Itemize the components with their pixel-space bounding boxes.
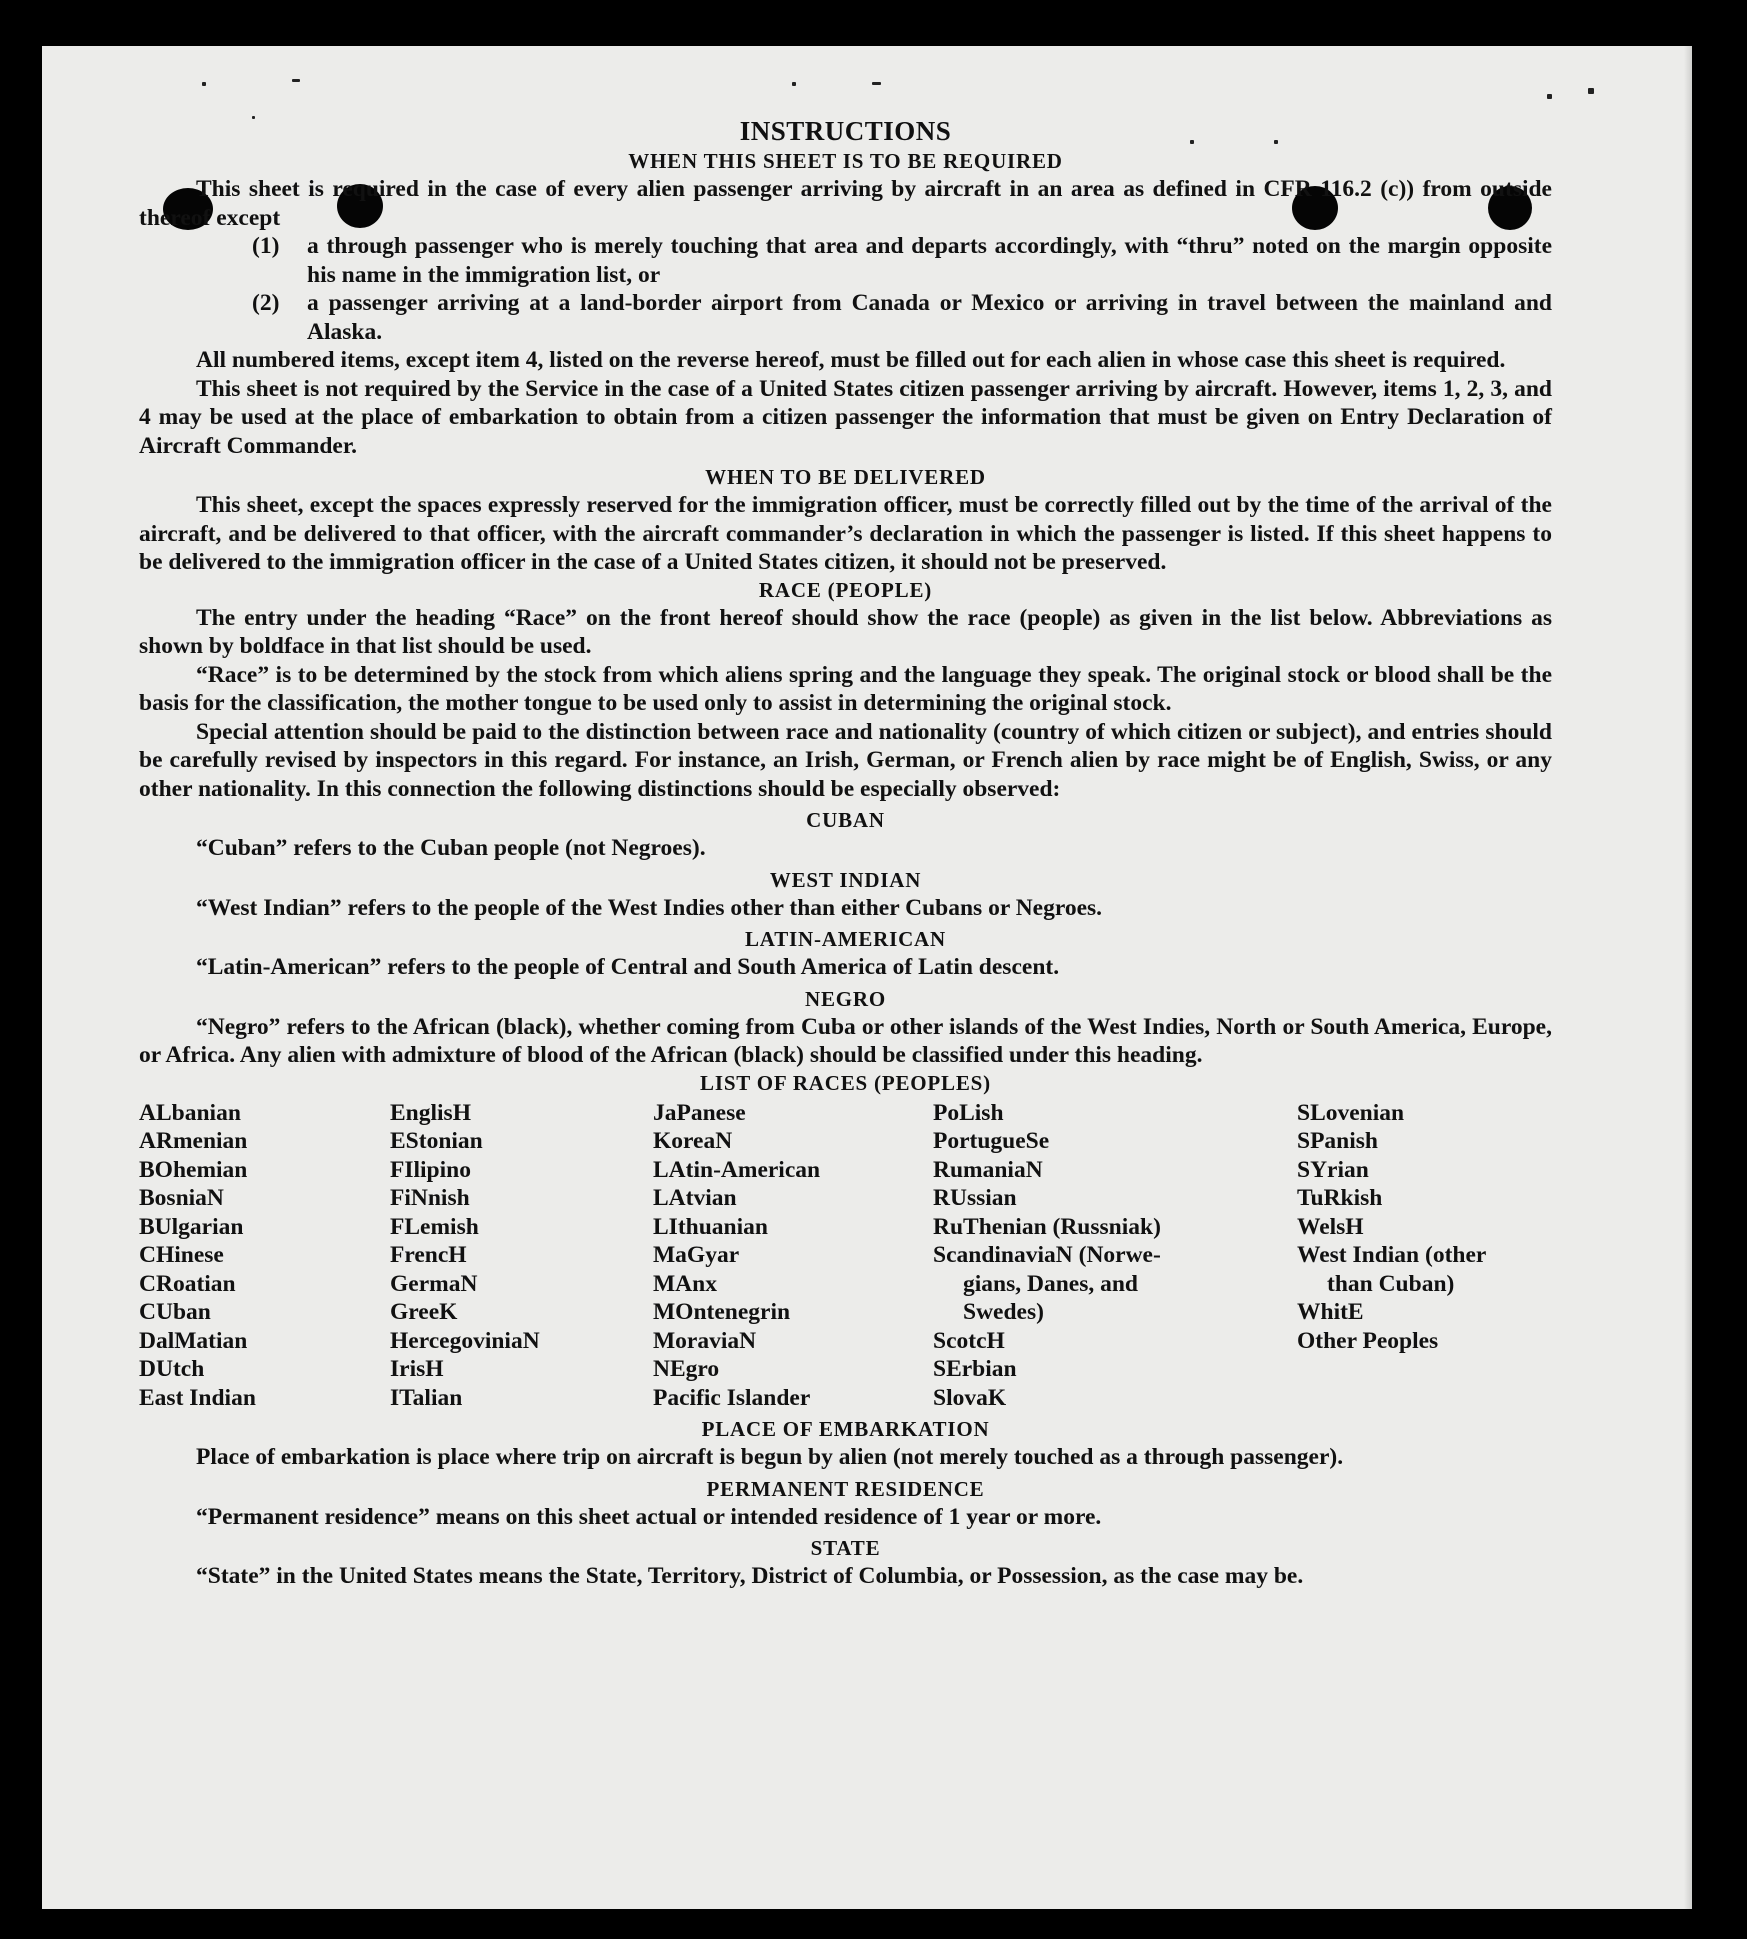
race-entry: LAtin-American <box>653 1156 821 1183</box>
race-entry: FLemish <box>390 1213 479 1240</box>
negro-definition: “Negro” refers to the African (black), whether coming from Cuba or other islands of the West Indies, North or South America, Europe, or Africa. Any alien with admixture of blood of the African (black) should be classified under this heading. <box>139 1013 1552 1068</box>
race-entry: EStonian <box>390 1128 483 1154</box>
exception-item <box>139 289 1552 346</box>
race-entry: LAtvian <box>653 1185 737 1211</box>
numbered-items-paragraph: All numbered items, except item 4, listed on the reverse hereof, must be filled out for each alien in whose case this sheet is required. <box>196 347 1506 373</box>
cuban-definition: “Cuban” refers to the Cuban people (not Negroes). <box>196 835 706 861</box>
exception-text: a through passenger who is merely touching that area and departs accordingly, with “thru” noted on the margin opposite his name in the immigration list, or <box>307 233 1552 288</box>
race-entry: SYrian <box>1297 1156 1369 1183</box>
race-column <box>1297 1099 1552 1413</box>
section-heading-cuban: CUBAN <box>806 808 885 832</box>
speck <box>202 82 206 86</box>
page-title: INSTRUCTIONS <box>739 116 952 146</box>
race-column <box>390 1099 653 1413</box>
section-heading-when-required: WHEN THIS SHEET IS TO BE REQUIRED <box>628 149 1063 173</box>
when-required-intro: This sheet is required in the case of every alien passenger arriving by aircraft in an area as defined in CFR 116.2 (c)) from outside thereof except <box>139 176 1552 231</box>
race-entry: ScandinaviaN (Norwe- <box>933 1242 1161 1268</box>
speck <box>292 79 300 82</box>
race-entry: RUssian <box>933 1185 1017 1211</box>
race-entry: ARmenian <box>139 1128 248 1154</box>
exception-number: (2) <box>252 290 280 316</box>
document-sheet <box>42 46 1692 1909</box>
race-entry: GermaN <box>390 1270 478 1297</box>
embarkation-text: Place of embarkation is place where trip on aircraft is begun by alien (not merely touched as a through passenger). <box>196 1444 1344 1470</box>
instructions-content <box>139 114 1552 1591</box>
race-entry: ALbanian <box>139 1099 241 1126</box>
race-entry: FIlipino <box>390 1156 471 1183</box>
when-delivered-text: This sheet, except the spaces expressly reserved for the immigration officer, must be correctly filled out by the time of the arrival of the aircraft, and be delivered to that officer, with the aircraft commander’s declaration in which the passenger is listed. If this sheet happens to be delivered to the immigration officer in the case of a United States citizen, it should not be preserved. <box>139 492 1552 575</box>
race-entry: RuThenian (Russniak) <box>933 1213 1161 1240</box>
race-entry: FrencH <box>390 1242 467 1268</box>
race-entry: NEgro <box>653 1356 720 1382</box>
race-entry: GreeK <box>390 1299 458 1325</box>
race-entry: IrisH <box>390 1356 444 1382</box>
race-entry: BUlgarian <box>139 1213 244 1240</box>
race-column <box>139 1099 390 1413</box>
latin-american-definition: “Latin-American” refers to the people of Central and South America of Latin descent. <box>196 954 1060 980</box>
section-heading-list-of-races: LIST OF RACES (PEOPLES) <box>700 1070 991 1095</box>
race-entry: WhitE <box>1297 1299 1364 1325</box>
citizen-paragraph: This sheet is not required by the Service in the case of a United States citizen passenger arriving by aircraft. However, items 1, 2, 3, and 4 may be used at the place of embarkation to obtain from a citizen passenger the information that must be given on Entry Declaration of Aircraft Commander. <box>139 375 1552 459</box>
race-entry: RumaniaN <box>933 1156 1043 1183</box>
race-entry: HercegoviniaN <box>390 1327 540 1354</box>
speck <box>1588 88 1594 94</box>
race-entry: MAnx <box>653 1270 717 1297</box>
exception-text: a passenger arriving at a land-border airport from Canada or Mexico or arriving in travel between the mainland and Alaska. <box>307 290 1552 345</box>
race-entry: ScotcH <box>933 1327 1005 1354</box>
section-heading-when-delivered: WHEN TO BE DELIVERED <box>705 465 986 489</box>
race-entry: LIthuanian <box>653 1213 768 1240</box>
exception-number: (1) <box>252 233 280 259</box>
race-entry: EnglisH <box>390 1099 471 1126</box>
race-entry: ITalian <box>390 1384 463 1411</box>
race-entry: JaPanese <box>653 1099 746 1126</box>
permanent-residence-text: “Permanent residence” means on this sheet actual or intended residence of 1 year or more. <box>196 1503 1102 1530</box>
race-entry: SErbian <box>933 1356 1017 1382</box>
race-paragraph-2: “Race” is to be determined by the stock from which aliens spring and the language they speak. The original stock or blood shall be the basis for the classification, the mother tongue to be used only to assist in determining the original stock. <box>139 661 1552 716</box>
race-column <box>933 1099 1297 1413</box>
race-entry-continued: Swedes) <box>963 1299 1044 1325</box>
exception-item <box>139 232 1552 289</box>
section-heading-permanent-residence: PERMANENT RESIDENCE <box>706 1476 985 1501</box>
race-entry: MoraviaN <box>653 1327 757 1354</box>
race-entry: West Indian (other <box>1297 1242 1487 1268</box>
west-indian-definition: “West Indian” refers to the people of the West Indies other than either Cubans or Negroes. <box>196 894 1103 921</box>
race-entry-continued: gians, Danes, and <box>963 1270 1138 1297</box>
race-entry: East Indian <box>139 1384 256 1411</box>
race-list <box>139 1099 1552 1413</box>
section-heading-latin-american: LATIN-AMERICAN <box>745 927 946 951</box>
race-entry: BosniaN <box>139 1185 224 1211</box>
race-entry: KoreaN <box>653 1128 733 1154</box>
speck <box>792 82 796 86</box>
race-entry-continued: than Cuban) <box>1327 1270 1455 1297</box>
speck <box>1547 94 1552 99</box>
race-entry: SLovenian <box>1297 1099 1405 1126</box>
section-heading-west-indian: WEST INDIAN <box>769 867 922 892</box>
race-entry: MOntenegrin <box>653 1299 791 1325</box>
state-text: “State” in the United States means the State, Territory, District of Columbia, or Possession, as the case may be. <box>196 1563 1304 1589</box>
speck <box>872 82 881 85</box>
race-entry: SlovaK <box>933 1384 1007 1411</box>
race-entry: Other Peoples <box>1297 1327 1439 1354</box>
race-entry: CRoatian <box>139 1270 236 1297</box>
race-entry: MaGyar <box>653 1242 740 1268</box>
section-heading-state: STATE <box>810 1536 881 1560</box>
race-entry: DalMatian <box>139 1327 248 1354</box>
race-column <box>653 1099 933 1413</box>
section-heading-embarkation: PLACE OF EMBARKATION <box>701 1417 990 1441</box>
race-entry: BOhemian <box>139 1156 248 1183</box>
race-paragraph-1: The entry under the heading “Race” on the front hereof should show the race (people) as given in the list below. Abbreviations as shown by boldface in that list should be used. <box>139 604 1552 659</box>
section-heading-negro: NEGRO <box>804 986 886 1011</box>
race-entry: CUban <box>139 1299 211 1325</box>
race-entry: CHinese <box>139 1242 224 1268</box>
race-paragraph-3: Special attention should be paid to the distinction between race and nationality (country of which citizen or subject), and entries should be carefully revised by inspectors in this regard. For instance, an Irish, German, or French alien by race might be of English, Swiss, or any other nationality. In this connection the following distinctions should be especially observed: <box>139 718 1552 802</box>
race-entry: TuRkish <box>1297 1185 1383 1211</box>
section-heading-race: RACE (PEOPLE) <box>758 577 933 602</box>
race-entry: DUtch <box>139 1356 205 1382</box>
race-entry: Pacific Islander <box>653 1384 811 1411</box>
race-entry: SPanish <box>1297 1128 1378 1154</box>
race-entry: PortugueSe <box>933 1128 1050 1154</box>
race-entry: PoLish <box>933 1099 1004 1126</box>
race-entry: FiNnish <box>390 1185 470 1211</box>
race-entry: WelsH <box>1297 1213 1364 1240</box>
